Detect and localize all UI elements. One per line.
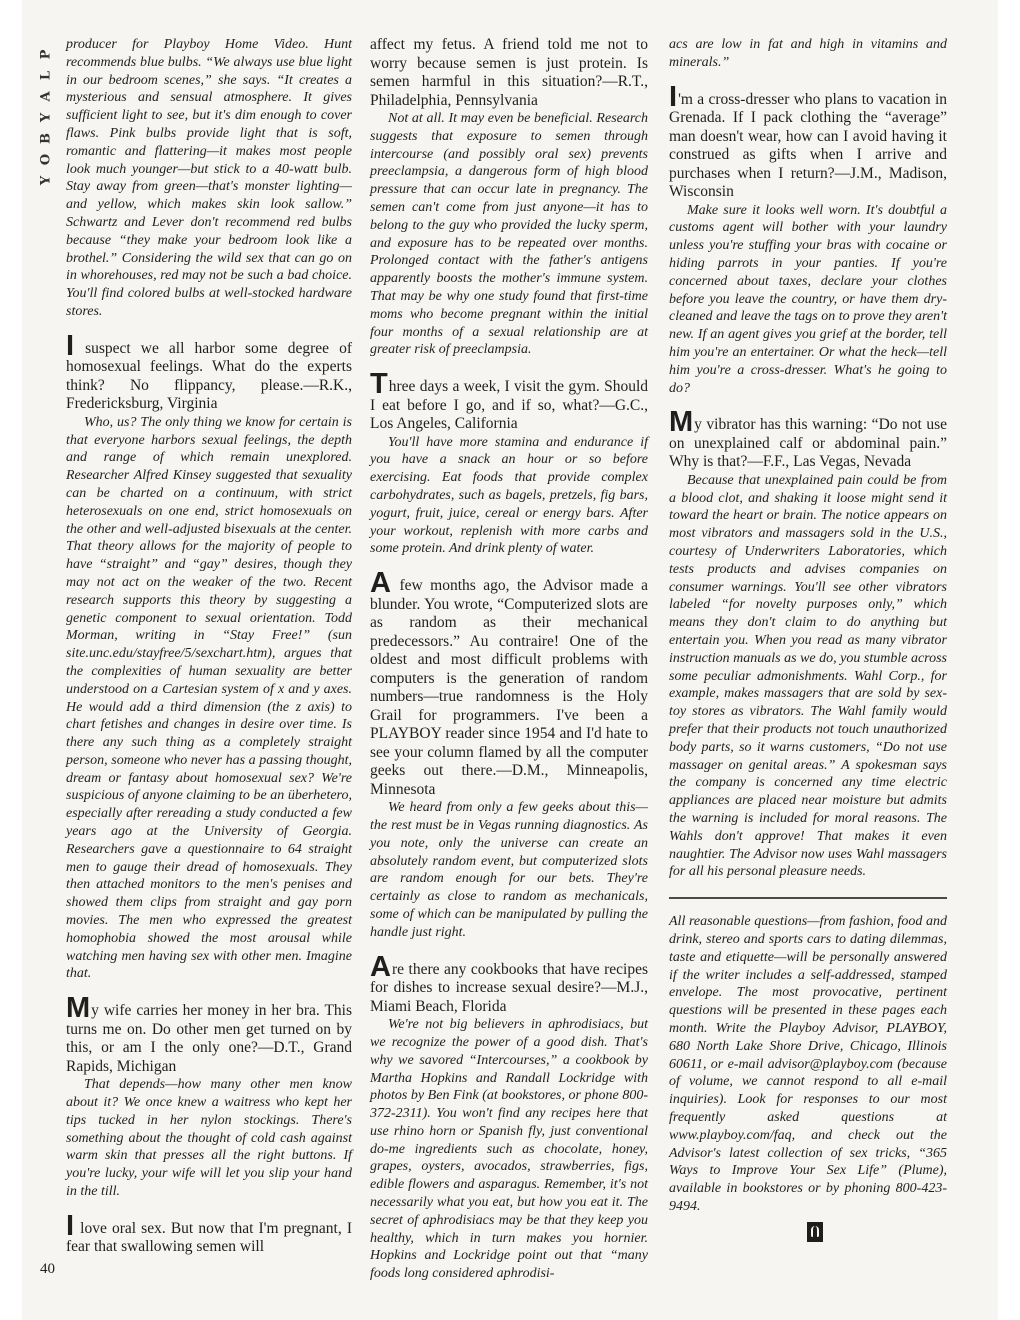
drop-cap: A <box>370 950 391 983</box>
advice-entry <box>66 992 352 1201</box>
rabbit-head-end-icon <box>807 1222 823 1242</box>
spine-letter: Y <box>38 112 54 123</box>
advice-entry <box>669 80 947 398</box>
spine-title <box>36 44 56 191</box>
spine-letter: Y <box>38 175 54 186</box>
answer-text: acs are low in fat and high in vitamins and minerals.” <box>669 37 947 70</box>
answer-text: Who, us? The only thing we know for certain is that everyone harbors sexual feelings, the depth and range of which remain unexplored. Researcher Alfred Kinsey suggested that sexuality can be charted on a continuum, with strict heterosexuals on one end, strict homosexuals on the other and well-adjusted bisexuals at the center. That theory allows for the majority of people to have “straight” and “gay” desires, though they may not act on the weaker of the two. Recent research supports this theory by suggesting a genetic component to sexual orientation. Todd Morman, writing in “Stay Free!” (sun site.unc.edu/stayfree/5/sexchart.htm), argues that the complexities of human sexuality are better understood on a Cartesian system of x and y axes. He would add a third dimension (the z axis) to chart fetishes and changes in desire over time. Is there any such thing as a completely straight person, someone who never has a passing thought, dream or fantasy about homosexual sex? We're suspicious of anyone claiming to be an überhetero, especially after rereading a study conducted a few years ago at the University of Georgia. Researchers gave a questionnaire to 64 straight men to gauge their dread of homosexuals. They then attached monitors to the men's penises and showed them clips from straight and gay porn movies. The men who expressed the greatest homophobia showed the most arousal while watching men having sex with other men. Imagine that. <box>66 414 352 982</box>
question-text <box>66 329 352 414</box>
spine-letter: P <box>38 49 54 60</box>
spine-letter: B <box>38 133 54 144</box>
question-body: y vibrator has this warning: “Do not use on unexplained calf or abdominal pain.” Why is that?—F.F., Las Vegas, Nevada <box>669 416 947 471</box>
question-body: re there any cookbooks that have recipes for dishes to increase sexual desire?—M.J., Miami Beach, Florida <box>370 960 648 1015</box>
advice-entry <box>370 567 648 941</box>
question-text <box>66 992 352 1076</box>
question-body: love oral sex. But now that I'm pregnant, I fear that swallowing semen will <box>66 1219 352 1256</box>
answer-text: You'll have more stamina and endurance if you have a snack an hour or so before exercising. Eat foods that provide complex carbohydrates, such as bagels, pretzels, fig bars, yogurt, fruit, juice, cereal or energy bars. After your workout, replenish with more carbs and some protein. And drink plenty of water. <box>370 434 648 557</box>
question-text <box>370 567 648 799</box>
continued-entry <box>669 36 947 72</box>
section-divider <box>669 897 947 899</box>
answer-text: Not at all. It may even be beneficial. Research suggests that exposure to semen through intercourse (and possibly oral sex) prevents preeclampsia, a dangerous form of high blood pressure that can occur late in pregnancy. The semen can't come from just anyone—it has to belong to the guy who provided the lucky sperm, and exposure has to be repeated over months. Prolonged contact with the father's antigens apparently boosts the mother's immune system. That may be why one study found that first-time moms who become pregnant within the initial four months of a sexual relationship are at greater risk of preeclampsia. <box>370 111 648 358</box>
drop-cap: M <box>66 992 91 1025</box>
drop-cap: T <box>370 368 388 401</box>
question-body: suspect we all harbor some degree of homosexual feelings. What do the experts think? No flippancy, please.—R.K., Fredericksburg, Virginia <box>66 339 352 413</box>
advice-entry <box>370 368 648 558</box>
continued-entry <box>370 36 648 359</box>
advice-entry <box>66 329 352 984</box>
answer-text: Because that unexplained pain could be from a blood clot, and shaking it loose might send it toward the heart or brain. The notice appears on most vibrators and massagers sold in the U.S., courtesy of Underwriters Laboratories, which tests products and advises companies on consumer warnings. You'll see other vibrators labeled “for novelty purposes only,” which means they don't claim to do anything but entertain you. When you read as many vibrator instruction manuals as we do, you stumble across some peculiar admonishments. Wahl Corp., for example, makes massagers that are sold by sex-toy stores as vibrators. The Wahl family would prefer that their products not touch unauthorized body parts, so it warns customers, “Do not use massager on genital areas.” A spokesman says the company is concerned any time electric appliances are placed near moisture but admits the warning is included for moral reasons. The Wahls don't approve! That makes it even naughtier. The Advisor now uses Wahl massagers for all his personal pleasure needs. <box>669 472 947 880</box>
drop-cap: M <box>669 406 694 439</box>
question-text <box>370 368 648 434</box>
spine-letter: O <box>38 153 54 166</box>
column-2 <box>370 36 648 1283</box>
answer-text: Make sure it looks well worn. It's doubtful a customs agent will bother with your laundry unless you're stuffing your bras with cocaine or hiding parrots in your panties. If you're concerned about taxes, declare your clothes before you leave the country, or have them dry-cleaned and leave the tags on to prove they aren't new. If an agent gives you grief at the border, tell him you're an entertainer. Or what the heck—tell him you're a cross-dresser. What's he going to do? <box>669 202 947 396</box>
page-number: 40 <box>40 1261 55 1277</box>
spine-letter: A <box>38 91 54 102</box>
continued-entry <box>66 36 352 321</box>
drop-cap: I <box>66 1209 75 1242</box>
answer-text: That depends—how many other men know about it? We once knew a waitress who kept her tips tucked in her nylon stockings. There's something about the thought of cold cash against warm skin that presses all the right buttons. If you're lucky, your wife will let you slip your hand in the till. <box>66 1077 352 1200</box>
question-body: 'm a cross-dresser who plans to vacation in Grenada. If I pack clothing the “average” man doesn't wear, how can I avoid having it construed as gifts when I arrive and purchases when I return?—J.M., Madison, Wisconsin <box>669 90 947 201</box>
spine-letter: L <box>38 70 54 81</box>
question-body: hree days a week, I visit the gym. Should I eat before I go, and if so, what?—G.C., Los Angeles, California <box>370 378 648 433</box>
advice-entry <box>370 950 648 1283</box>
question-body: y wife carries her money in her bra. This turns me on. Do other men get turned on by this, or am I the only one?—D.T., Grand Rapids, Michigan <box>66 1002 352 1075</box>
question-text <box>66 1209 352 1257</box>
advice-entry <box>66 1209 352 1257</box>
drop-cap: A <box>370 567 391 600</box>
answer-text: producer for Playboy Home Video. Hunt recommends blue bulbs. “We always use blue light in our bedroom scenes,” she says. “It creates a mysterious and sensual atmosphere. It gives sufficient light to see, but it's dim enough to cover flaws. Pink bulbs provide light that is soft, romantic and flattering—it makes most people look much younger—but stick to a 40-watt bulb. Stay away from green—that's monster lighting—and yellow, which makes skin look sallow.” Schwartz and Lever don't recommend red bulbs because “they make your bedroom look like a brothel.” Considering the wild sex that can go on in whorehouses, red may not be such a bad choice. You'll find colored bulbs at well-stocked hardware stores. <box>66 37 352 319</box>
answer-text: We're not big believers in aphrodisiacs, but we recognize the power of a good dish. That's why we savored “Intercourses,” a cookbook by Martha Hopkins and Randall Lockridge with photos by Ben Fink (at bookstores, or phone 800-372-2311). You won't find any recipes here that use rhino horn or Spanish fly, just conventional do-me ingredients such as chocolate, honey, grapes, oysters, avocados, strawberries, figs, edible flowers and asparagus. Remember, it's not necessarily what you eat, but how you eat it. The secret of aphrodisiacs may be that they keep you healthy, which in turn makes you hornier. Hopkins and Lockridge point out that “many foods long considered aphrodisi- <box>370 1017 648 1282</box>
question-text <box>669 80 947 202</box>
question-text <box>370 950 648 1017</box>
advice-entry <box>669 406 947 881</box>
answer-text: We heard from only a few geeks about this—the rest must be in Vegas running diagnostics. As you note, only the universe can create an absolutely random event, but computerized slots are random enough for our bets. They're certainly as close to random as mechanicals, some of which can be manipulated by pulling the handle just right. <box>370 800 648 940</box>
column-3 <box>669 36 947 1247</box>
question-text <box>669 406 947 472</box>
submission-note: All reasonable questions—from fashion, food and drink, stereo and sports cars to dating dilemmas, taste and etiquette—will be personally answered if the writer includes a self-addressed, stamped envelope. The most provocative, pertinent questions will be presented in these pages each month. Write the Playboy Advisor, PLAYBOY, 680 North Lake Shore Drive, Chicago, Illinois 60611, or e-mail advisor@playboy.com (because of volume, we cannot respond to all e-mail inquiries). Look for responses to our most frequently asked questions at www.playboy.com/faq, and check out the Advisor's latest collection of sex tricks, “365 Ways to Improve Your Sex Life” (Plume), available in bookstores or by phoning 800-423-9494. <box>669 914 947 1214</box>
column-1 <box>66 36 352 1257</box>
drop-cap: I <box>66 329 75 362</box>
question-text: affect my fetus. A friend told me not to worry because semen is just protein. Is semen harmful in this situation?—R.T., Philadelphia, Pennsylvania <box>370 36 648 109</box>
drop-cap: I <box>669 80 678 113</box>
question-body: few months ago, the Advisor made a blunder. You wrote, “Computerized slots are as random as their mechanical predecessors.” Au contraire! One of the oldest and most difficult problems with computers is the generation of random numbers—true randomness is the Holy Grail for programmers. I've been a PLAYBOY reader since 1954 and I'd hate to see your column flamed by all the computer geeks out there.—D.M., Minneapolis, Minnesota <box>370 577 648 798</box>
